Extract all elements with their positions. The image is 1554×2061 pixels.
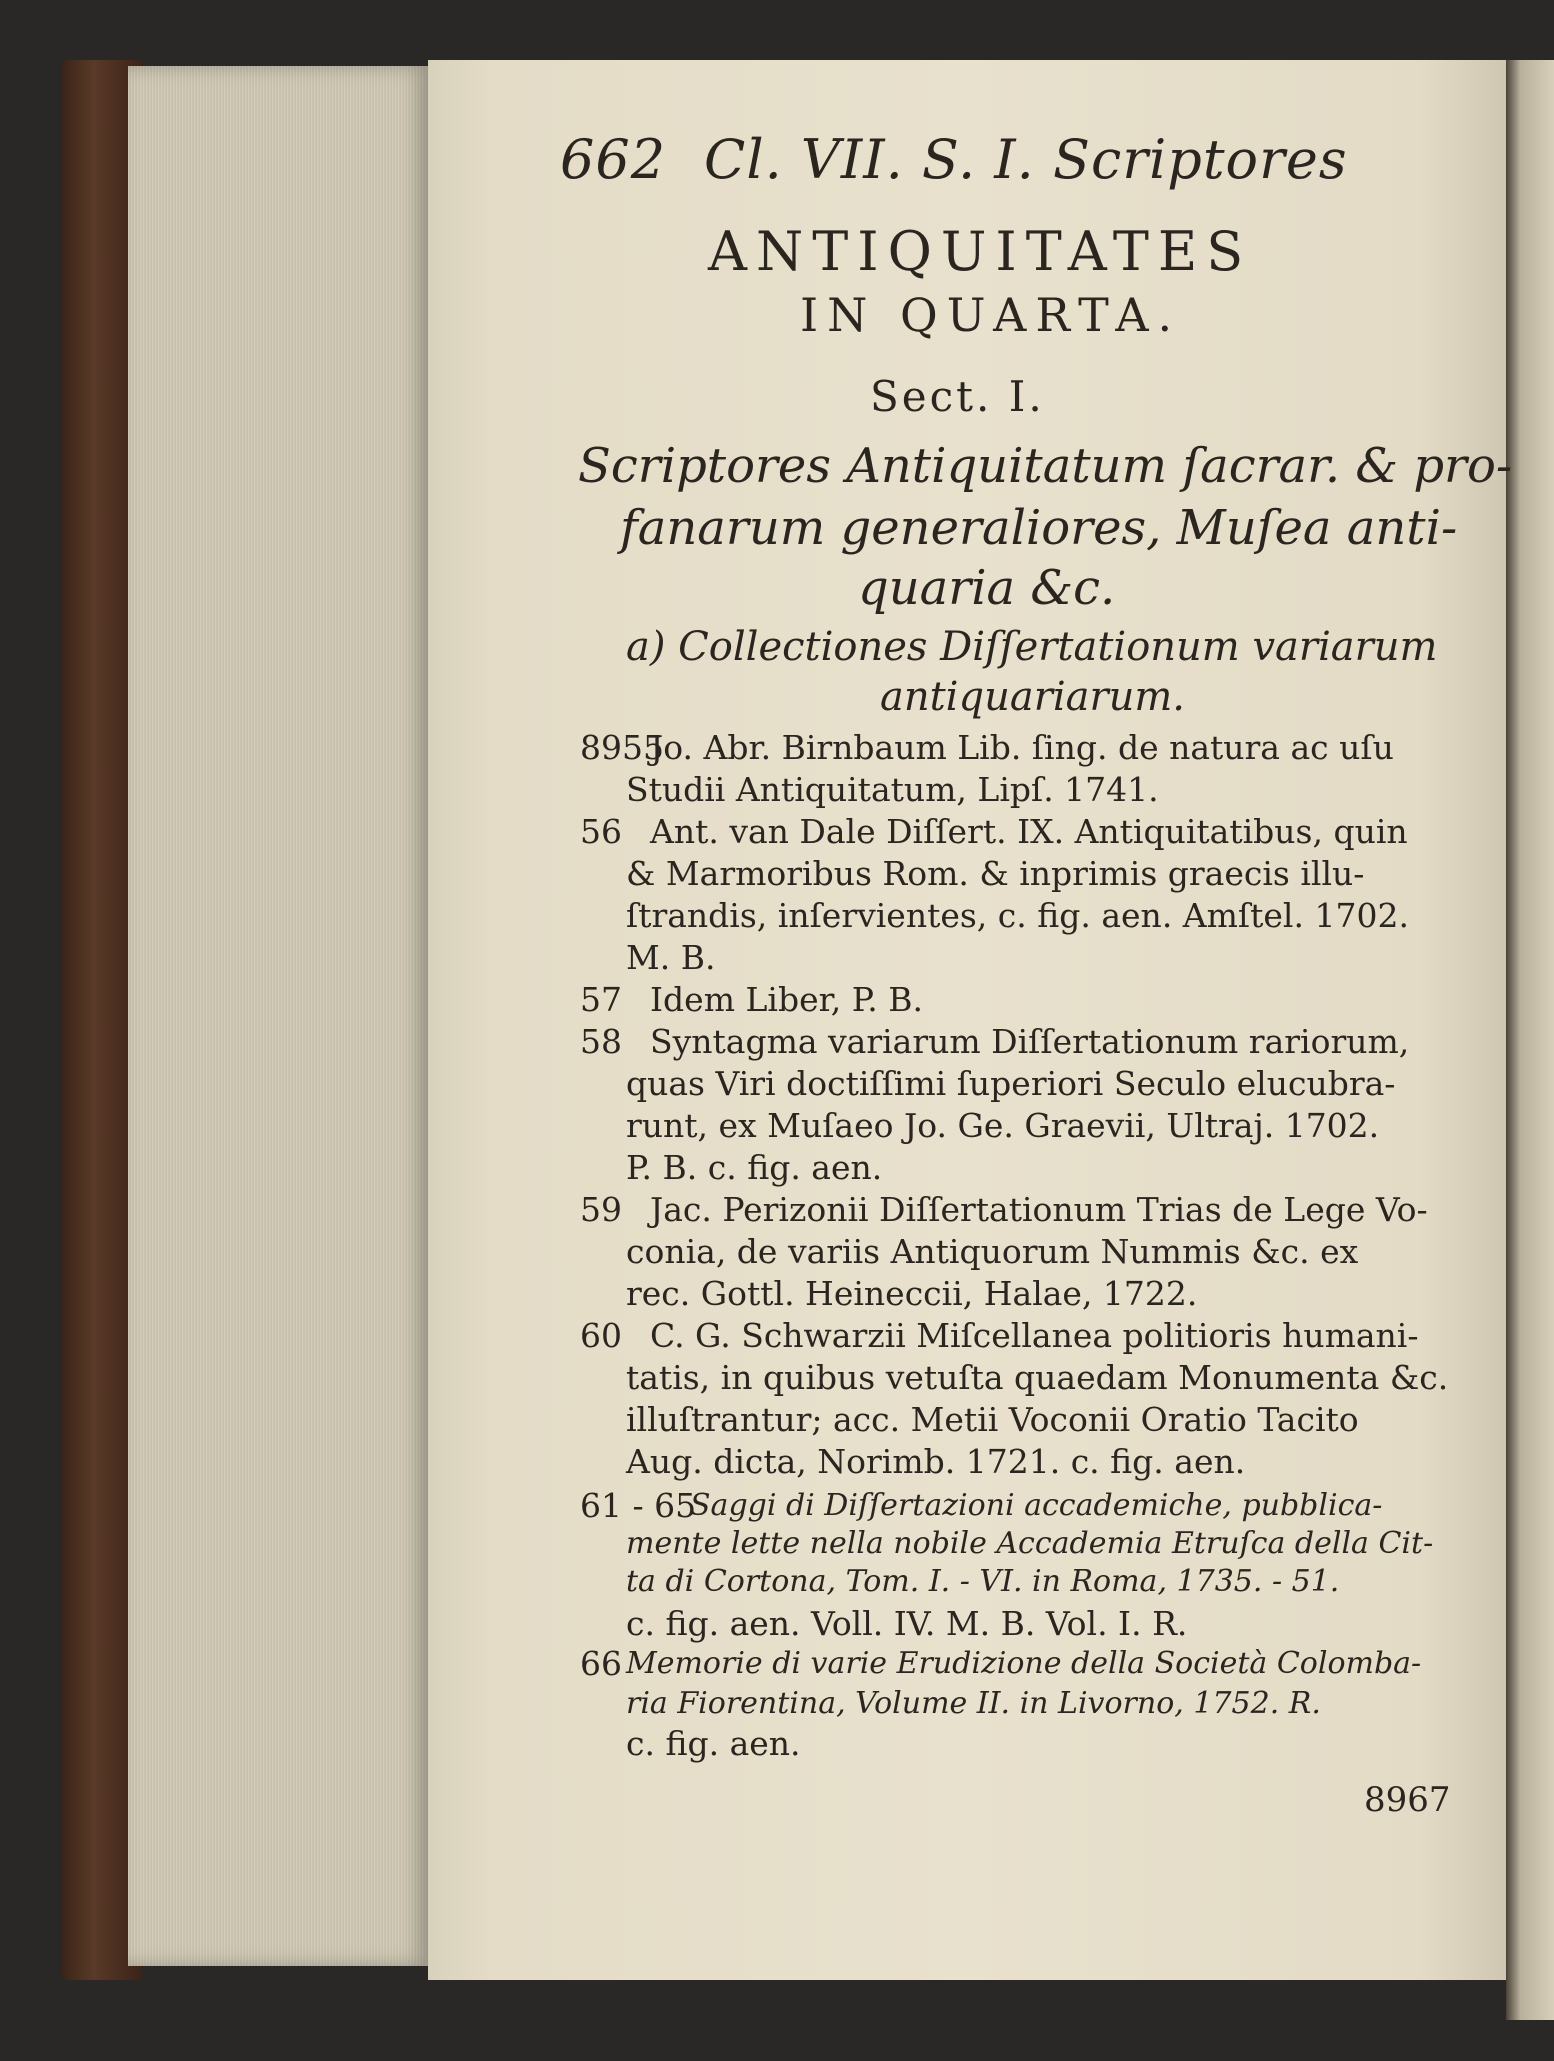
entry-line: ria Fiorentina, Volume II. in Livorno, 1752. R. bbox=[626, 1686, 1321, 1721]
entry-number: 61 - 65 bbox=[580, 1486, 697, 1525]
entry-line: c. fig. aen. Voll. IV. M. B. Vol. I. R. bbox=[626, 1604, 1188, 1643]
main-title-line2: IN QUARTA. bbox=[800, 288, 1182, 342]
entry-line: Aug. dicta, Norimb. 1721. c. fig. aen. bbox=[626, 1442, 1246, 1481]
entry-line: quas Viri doctiſſimi ſuperiori Seculo elucubra- bbox=[626, 1064, 1396, 1103]
entry-line: Saggi di Diſſertazioni accademiche, pubblica- bbox=[690, 1488, 1383, 1523]
page-number: 662 bbox=[560, 128, 667, 191]
entry-line: Studii Antiquitatum, Lipſ. 1741. bbox=[626, 770, 1159, 809]
entry-line: ſtrandis, inſervientes, c. fig. aen. Amſtel. 1702. bbox=[626, 896, 1409, 935]
entry-line: ta di Cortona, Tom. I. - VI. in Roma, 1735. - 51. bbox=[626, 1564, 1340, 1599]
entry-line: M. B. bbox=[626, 938, 716, 977]
catchword: 8967 bbox=[1364, 1780, 1451, 1820]
section-heading-line3: quaria &c. bbox=[858, 560, 1116, 616]
entry-line: Jac. Perizonii Diſſertationum Trias de Lege Vo- bbox=[650, 1190, 1428, 1229]
entry-line: C. G. Schwarzii Miſcellanea politioris humani- bbox=[650, 1316, 1419, 1355]
entry-line: illuſtrantur; acc. Metii Voconii Oratio Tacito bbox=[626, 1400, 1359, 1439]
entry-number: 57 bbox=[580, 980, 622, 1019]
entry-number: 66 bbox=[580, 1644, 622, 1683]
entry-line: mente lette nella nobile Accademia Etruſca della Cit- bbox=[626, 1526, 1434, 1561]
entry-number: 59 bbox=[580, 1190, 622, 1229]
entry-number: 60 bbox=[580, 1316, 622, 1355]
facing-page-edge bbox=[1506, 60, 1554, 2020]
entry-line: Ant. van Dale Diſſert. IX. Antiquitatibus, quin bbox=[650, 812, 1408, 851]
section-label: Sect. I. bbox=[870, 372, 1045, 421]
page-edges bbox=[128, 66, 428, 1966]
entry-line: c. fig. aen. bbox=[626, 1724, 801, 1763]
subsection-heading-line1: a) Collectiones Diſſertationum variarum bbox=[626, 624, 1438, 670]
entry-line: Jo. Abr. Birnbaum Lib. ſing. de natura ac uſu bbox=[650, 728, 1394, 767]
section-heading-line2: fanarum generaliores, Muſea anti- bbox=[620, 500, 1458, 556]
subsection-heading-line2: antiquariarum. bbox=[880, 674, 1185, 720]
entry-number: 56 bbox=[580, 812, 622, 851]
entry-line: tatis, in quibus vetuſta quaedam Monumenta &c. bbox=[626, 1358, 1449, 1397]
entry-line: Idem Liber, P. B. bbox=[650, 980, 923, 1019]
entry-line: rec. Gottl. Heineccii, Halae, 1722. bbox=[626, 1274, 1198, 1313]
entry-line: & Marmoribus Rom. & inprimis graecis illu- bbox=[626, 854, 1365, 893]
running-title: Cl. VII. S. I. Scriptores bbox=[704, 128, 1348, 191]
main-title-line1: ANTIQUITATES bbox=[708, 220, 1253, 283]
entry-line: conia, de variis Antiquorum Nummis &c. ex bbox=[626, 1232, 1359, 1271]
entry-number: 58 bbox=[580, 1022, 622, 1061]
entry-line: P. B. c. fig. aen. bbox=[626, 1148, 883, 1187]
section-heading-line1: Scriptores Antiquitatum ſacrar. & pro- bbox=[578, 438, 1513, 494]
entry-line: Syntagma variarum Diſſertationum rariorum, bbox=[650, 1022, 1410, 1061]
entry-line: Memorie di varie Erudizione della Società Colomba- bbox=[626, 1646, 1422, 1681]
entry-number: 8955 bbox=[580, 728, 664, 767]
entry-line: runt, ex Muſaeo Jo. Ge. Graevii, Ultraj. 1702. bbox=[626, 1106, 1380, 1145]
